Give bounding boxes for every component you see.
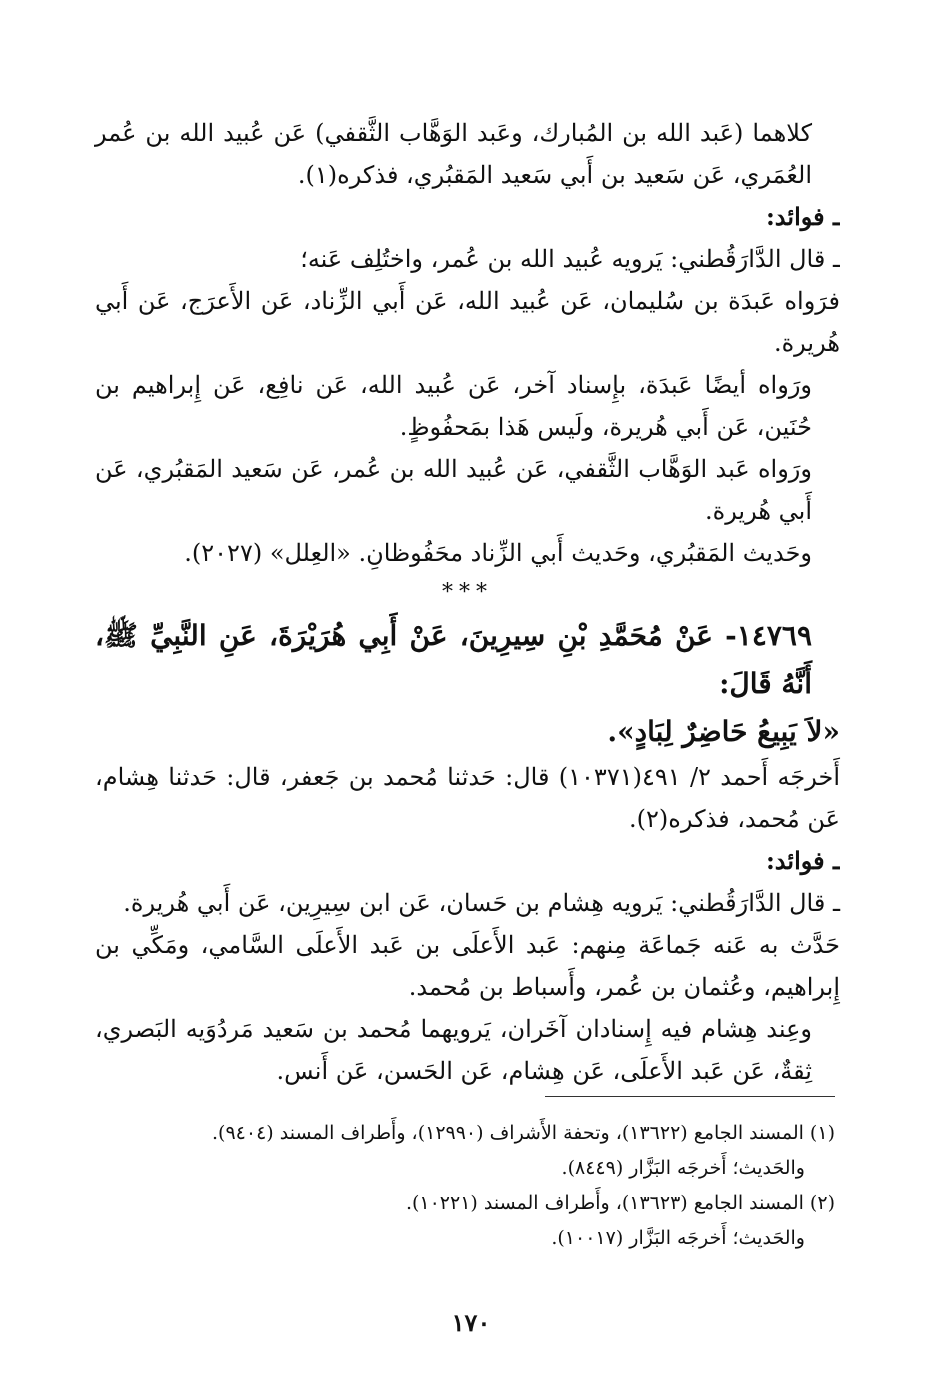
daraqutni-quote-2: ـ قال الدَّارَقُطني: يَرويه هِشام بن حَسان، عَن ابن سِيرِين، عَن أَبي هُريرة. xyxy=(123,889,840,917)
riwaya-thaqafi: ورَواه عَبد الوَهَّاب الثَّقفي، عَن عُبيد الله بن عُمر، عَن سَعيد المَقبُري، عَن أَبي هُريرة. xyxy=(95,455,812,525)
ilal-reference: وحَديث المَقبُري، وحَديث أَبي الزِّناد محَفُوظانِ. «العِلل» (٢٠٢٧). xyxy=(184,539,812,567)
footnote-1: (١) المسند الجامع (١٣٦٢٢)، وتحفة الأَشراف (١٢٩٩٠)، وأَطراف المسند (٩٤٠٤). xyxy=(212,1122,835,1144)
footnote-separator xyxy=(545,1096,835,1097)
paragraph-takhrij-1: كلاهما (عَبد الله بن المُبارك، وعَبد الوَهَّاب الثَّقفي) عَن عُبيد الله بن عُمر العُمَري، عَن سَعيد بن أَبي سَعيد المَقبُري، فذكره(١). xyxy=(95,119,812,189)
main-text xyxy=(95,112,840,1092)
hadith-matn: «لاَ يَبِيعُ حَاضِرٌ لِبَادٍ». xyxy=(607,715,840,748)
footnote-1-continuation: والحَديث؛ أَخرجَه البَزَّار (٨٤٤٩). xyxy=(561,1157,805,1179)
footnote-2: (٢) المسند الجامع (١٣٦٢٣)، وأَطراف المسند (١٠٢٢١). xyxy=(405,1192,835,1214)
section-divider-stars: *** xyxy=(442,580,493,605)
fawaid-heading-2: ـ فوائد: xyxy=(765,846,840,875)
daraqutni-quote-1: ـ قال الدَّارَقُطني: يَرويه عُبيد الله بن عُمر، واختُلِف عَنه؛ xyxy=(300,245,840,273)
narrators-list: حَدَّث به عَنه جَماعَة مِنهم: عَبد الأَعلَى بن عَبد الأَعلَى السَّامي، ومَكِّي بن إِبراهيم، وعُثمان بن عُمر، وأَسباط بن مُحمد. xyxy=(95,931,840,1001)
riwaya-abda-1: فرَواه عَبدَة بن سُليمان، عَن عُبيد الله، عَن أَبي الزِّناد، عَن الأَعرَج، عَن أَبي هُريرة. xyxy=(95,287,840,357)
riwaya-abda-2: ورَواه أيضًا عَبدَة، بإِسناد آخر، عَن عُبيد الله، عَن نافِع، عَن إِبراهيم بن حُنَين، عَن أَبي هُريرة، ولَيس هَذا بمَحفُوظٍ. xyxy=(95,371,812,441)
fawaid-heading-1: ـ فوائد: xyxy=(765,202,840,231)
footnote-2-continuation: والحَديث؛ أَخرجَه البَزَّار (١٠٠١٧). xyxy=(551,1227,805,1249)
hadith-number-line: ١٤٧٦٩- عَنْ مُحَمَّدِ بْنِ سِيرِينَ، عَنْ أَبِي هُرَيْرَةَ، عَنِ النَّبِيِّ ﷺ، أَنَّهُ قَالَ: xyxy=(95,619,812,700)
footnotes xyxy=(160,1116,835,1256)
paragraph-takhrij-2: أَخرجَه أَحمد ٢/ ٤٩١(١٠٣٧١) قال: حَدثنا مُحمد بن جَعفر، قال: حَدثنا هِشام، عَن مُحمد، فذكره(٢). xyxy=(95,763,840,833)
page-number: ١٧٠ xyxy=(451,1308,491,1337)
other-isnads: وعِند هِشام فيه إِسنادان آخَران، يَرويهما مُحمد بن سَعيد مَردُوَيه البَصري، ثِقةٌ، عَن عَبد الأَعلَى، عَن هِشام، عَن الحَسن، عَن أَنس. xyxy=(95,1015,812,1085)
